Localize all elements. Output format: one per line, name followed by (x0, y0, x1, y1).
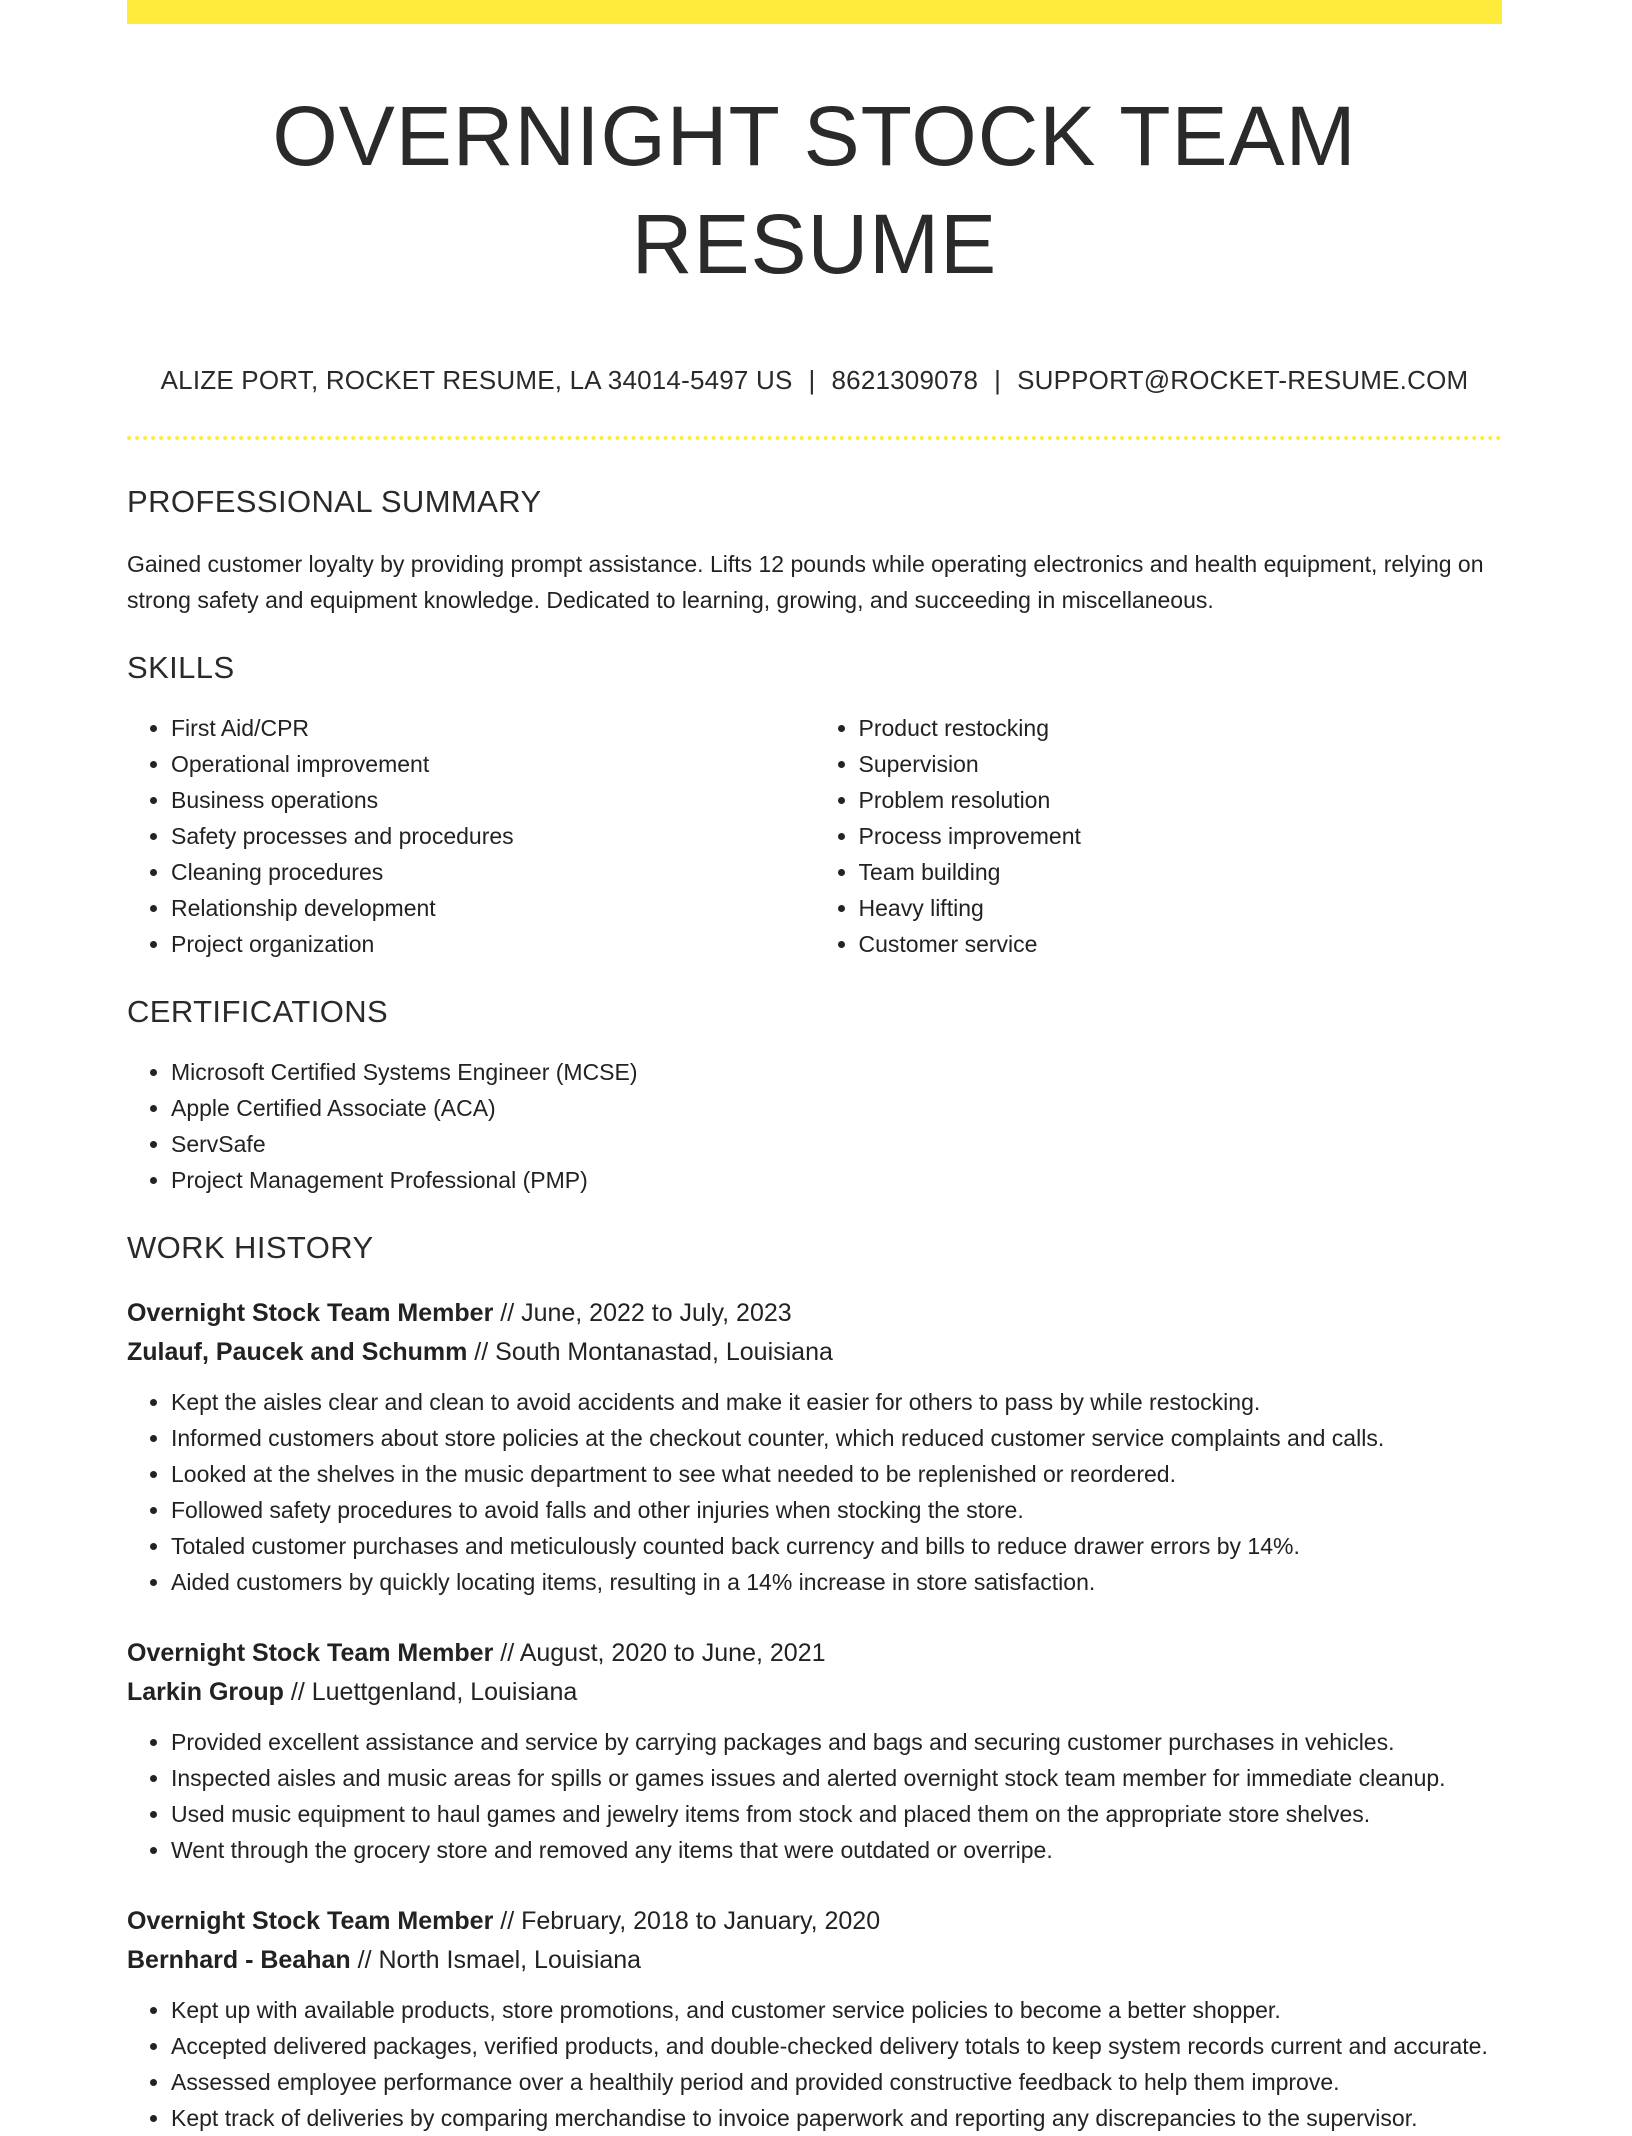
job-dates: // February, 2018 to January, 2020 (493, 1907, 881, 1935)
summary-text: Gained customer loyalty by providing prompt assistance. Lifts 12 pounds while operating electronics and health equipment, relying on strong safety and equipment knowledge. Dedicated to learning, growing, and succeeding in miscellaneous. (127, 551, 1484, 613)
job-title: Overnight Stock Team Member (127, 1299, 494, 1327)
skill-item: • Relationship development (171, 890, 815, 926)
skills-heading: SKILLS (127, 650, 235, 685)
job-bullet: • Inspected aisles and music areas for spills or games issues and alerted overnight stock team member for immediate cleanup. (171, 1760, 1502, 1796)
job-bullet: • Provided excellent assistance and service by carrying packages and bags and securing customer purchases in vehicles. (171, 1724, 1502, 1760)
job-entry (127, 1902, 1502, 2136)
skills-list-right (815, 710, 1503, 962)
certification-item: • Apple Certified Associate (ACA) (171, 1090, 1502, 1126)
contact-address: ALIZE PORT, ROCKET RESUME, LA 34014-5497 US (160, 365, 793, 395)
contact-email: SUPPORT@ROCKET-RESUME.COM (1017, 365, 1469, 395)
job-company-line (127, 1941, 1502, 1980)
skill-item: • Customer service (859, 926, 1503, 962)
job-bullet: • Kept the aisles clear and clean to avoid accidents and make it easier for others to pass by while restocking. (171, 1384, 1502, 1420)
job-bullet: • Kept up with available products, store promotions, and customer service policies to become a better shopper. (171, 1992, 1502, 2028)
job-dates: // June, 2022 to July, 2023 (493, 1299, 792, 1327)
summary-heading: PROFESSIONAL SUMMARY (127, 484, 542, 519)
job-bullets (127, 1992, 1502, 2136)
job-entry (127, 1634, 1502, 1868)
job-company: Larkin Group (127, 1678, 284, 1706)
skill-item: • Supervision (859, 746, 1503, 782)
skill-item: • Heavy lifting (859, 890, 1503, 926)
job-company-line (127, 1333, 1502, 1372)
contact-line (127, 364, 1502, 396)
job-title: Overnight Stock Team Member (127, 1907, 494, 1935)
skill-item: • Cleaning procedures (171, 854, 815, 890)
job-entry (127, 1294, 1502, 1600)
job-bullet: • Informed customers about store policies at the checkout counter, which reduced customer service complaints and calls. (171, 1420, 1502, 1456)
contact-separator: | (808, 365, 816, 395)
job-location: // North Ismael, Louisiana (350, 1946, 642, 1974)
certifications-heading: CERTIFICATIONS (127, 994, 389, 1029)
job-bullet: • Totaled customer purchases and meticulously counted back currency and bills to reduce drawer errors by 14%. (171, 1528, 1502, 1564)
skills-columns (127, 710, 1502, 962)
job-title: Overnight Stock Team Member (127, 1639, 494, 1667)
skills-list-left (127, 710, 815, 962)
skill-item: • First Aid/CPR (171, 710, 815, 746)
accent-bar (127, 0, 1502, 24)
resume-title: OVERNIGHT STOCK TEAM RESUME (272, 89, 1357, 291)
job-bullets (127, 1724, 1502, 1868)
resume-content (127, 24, 1502, 2136)
job-title-line (127, 1634, 1502, 1673)
job-bullet: • Followed safety procedures to avoid falls and other injuries when stocking the store. (171, 1492, 1502, 1528)
contact-phone: 8621309078 (831, 365, 979, 395)
job-bullet: • Used music equipment to haul games and jewelry items from stock and placed them on the appropriate store shelves. (171, 1796, 1502, 1832)
certification-item: • ServSafe (171, 1126, 1502, 1162)
job-bullet: • Assessed employee performance over a healthily period and provided constructive feedback to help them improve. (171, 2064, 1502, 2100)
certification-item: • Microsoft Certified Systems Engineer (MCSE) (171, 1054, 1502, 1090)
job-bullet: • Looked at the shelves in the music department to see what needed to be replenished or reordered. (171, 1456, 1502, 1492)
job-bullet: • Accepted delivered packages, verified products, and double-checked delivery totals to keep system records current and accurate. (171, 2028, 1502, 2064)
certifications-list (127, 1054, 1502, 1198)
certification-item: • Project Management Professional (PMP) (171, 1162, 1502, 1198)
job-location: // Luettgenland, Louisiana (283, 1678, 578, 1706)
skill-item: • Project organization (171, 926, 815, 962)
skill-item: • Product restocking (859, 710, 1503, 746)
job-dates: // August, 2020 to June, 2021 (493, 1639, 826, 1667)
skill-item: • Process improvement (859, 818, 1503, 854)
skill-item: • Operational improvement (171, 746, 815, 782)
job-company: Bernhard - Beahan (127, 1946, 351, 1974)
job-location: // South Montanastad, Louisiana (467, 1338, 833, 1366)
job-bullet: • Aided customers by quickly locating items, resulting in a 14% increase in store satisfaction. (171, 1564, 1502, 1600)
job-bullets (127, 1384, 1502, 1600)
skill-item: • Problem resolution (859, 782, 1503, 818)
skill-item: • Team building (859, 854, 1503, 890)
job-title-line (127, 1294, 1502, 1333)
dotted-divider (127, 436, 1502, 440)
job-company: Zulauf, Paucek and Schumm (127, 1338, 468, 1366)
job-bullet: • Went through the grocery store and removed any items that were outdated or overripe. (171, 1832, 1502, 1868)
skill-item: • Safety processes and procedures (171, 818, 815, 854)
job-title-line (127, 1902, 1502, 1941)
contact-separator: | (994, 365, 1002, 395)
work-history-heading: WORK HISTORY (127, 1230, 374, 1265)
job-bullet: • Kept track of deliveries by comparing merchandise to invoice paperwork and reporting any discrepancies to the supervisor. (171, 2100, 1502, 2136)
skill-item: • Business operations (171, 782, 815, 818)
job-company-line (127, 1673, 1502, 1712)
